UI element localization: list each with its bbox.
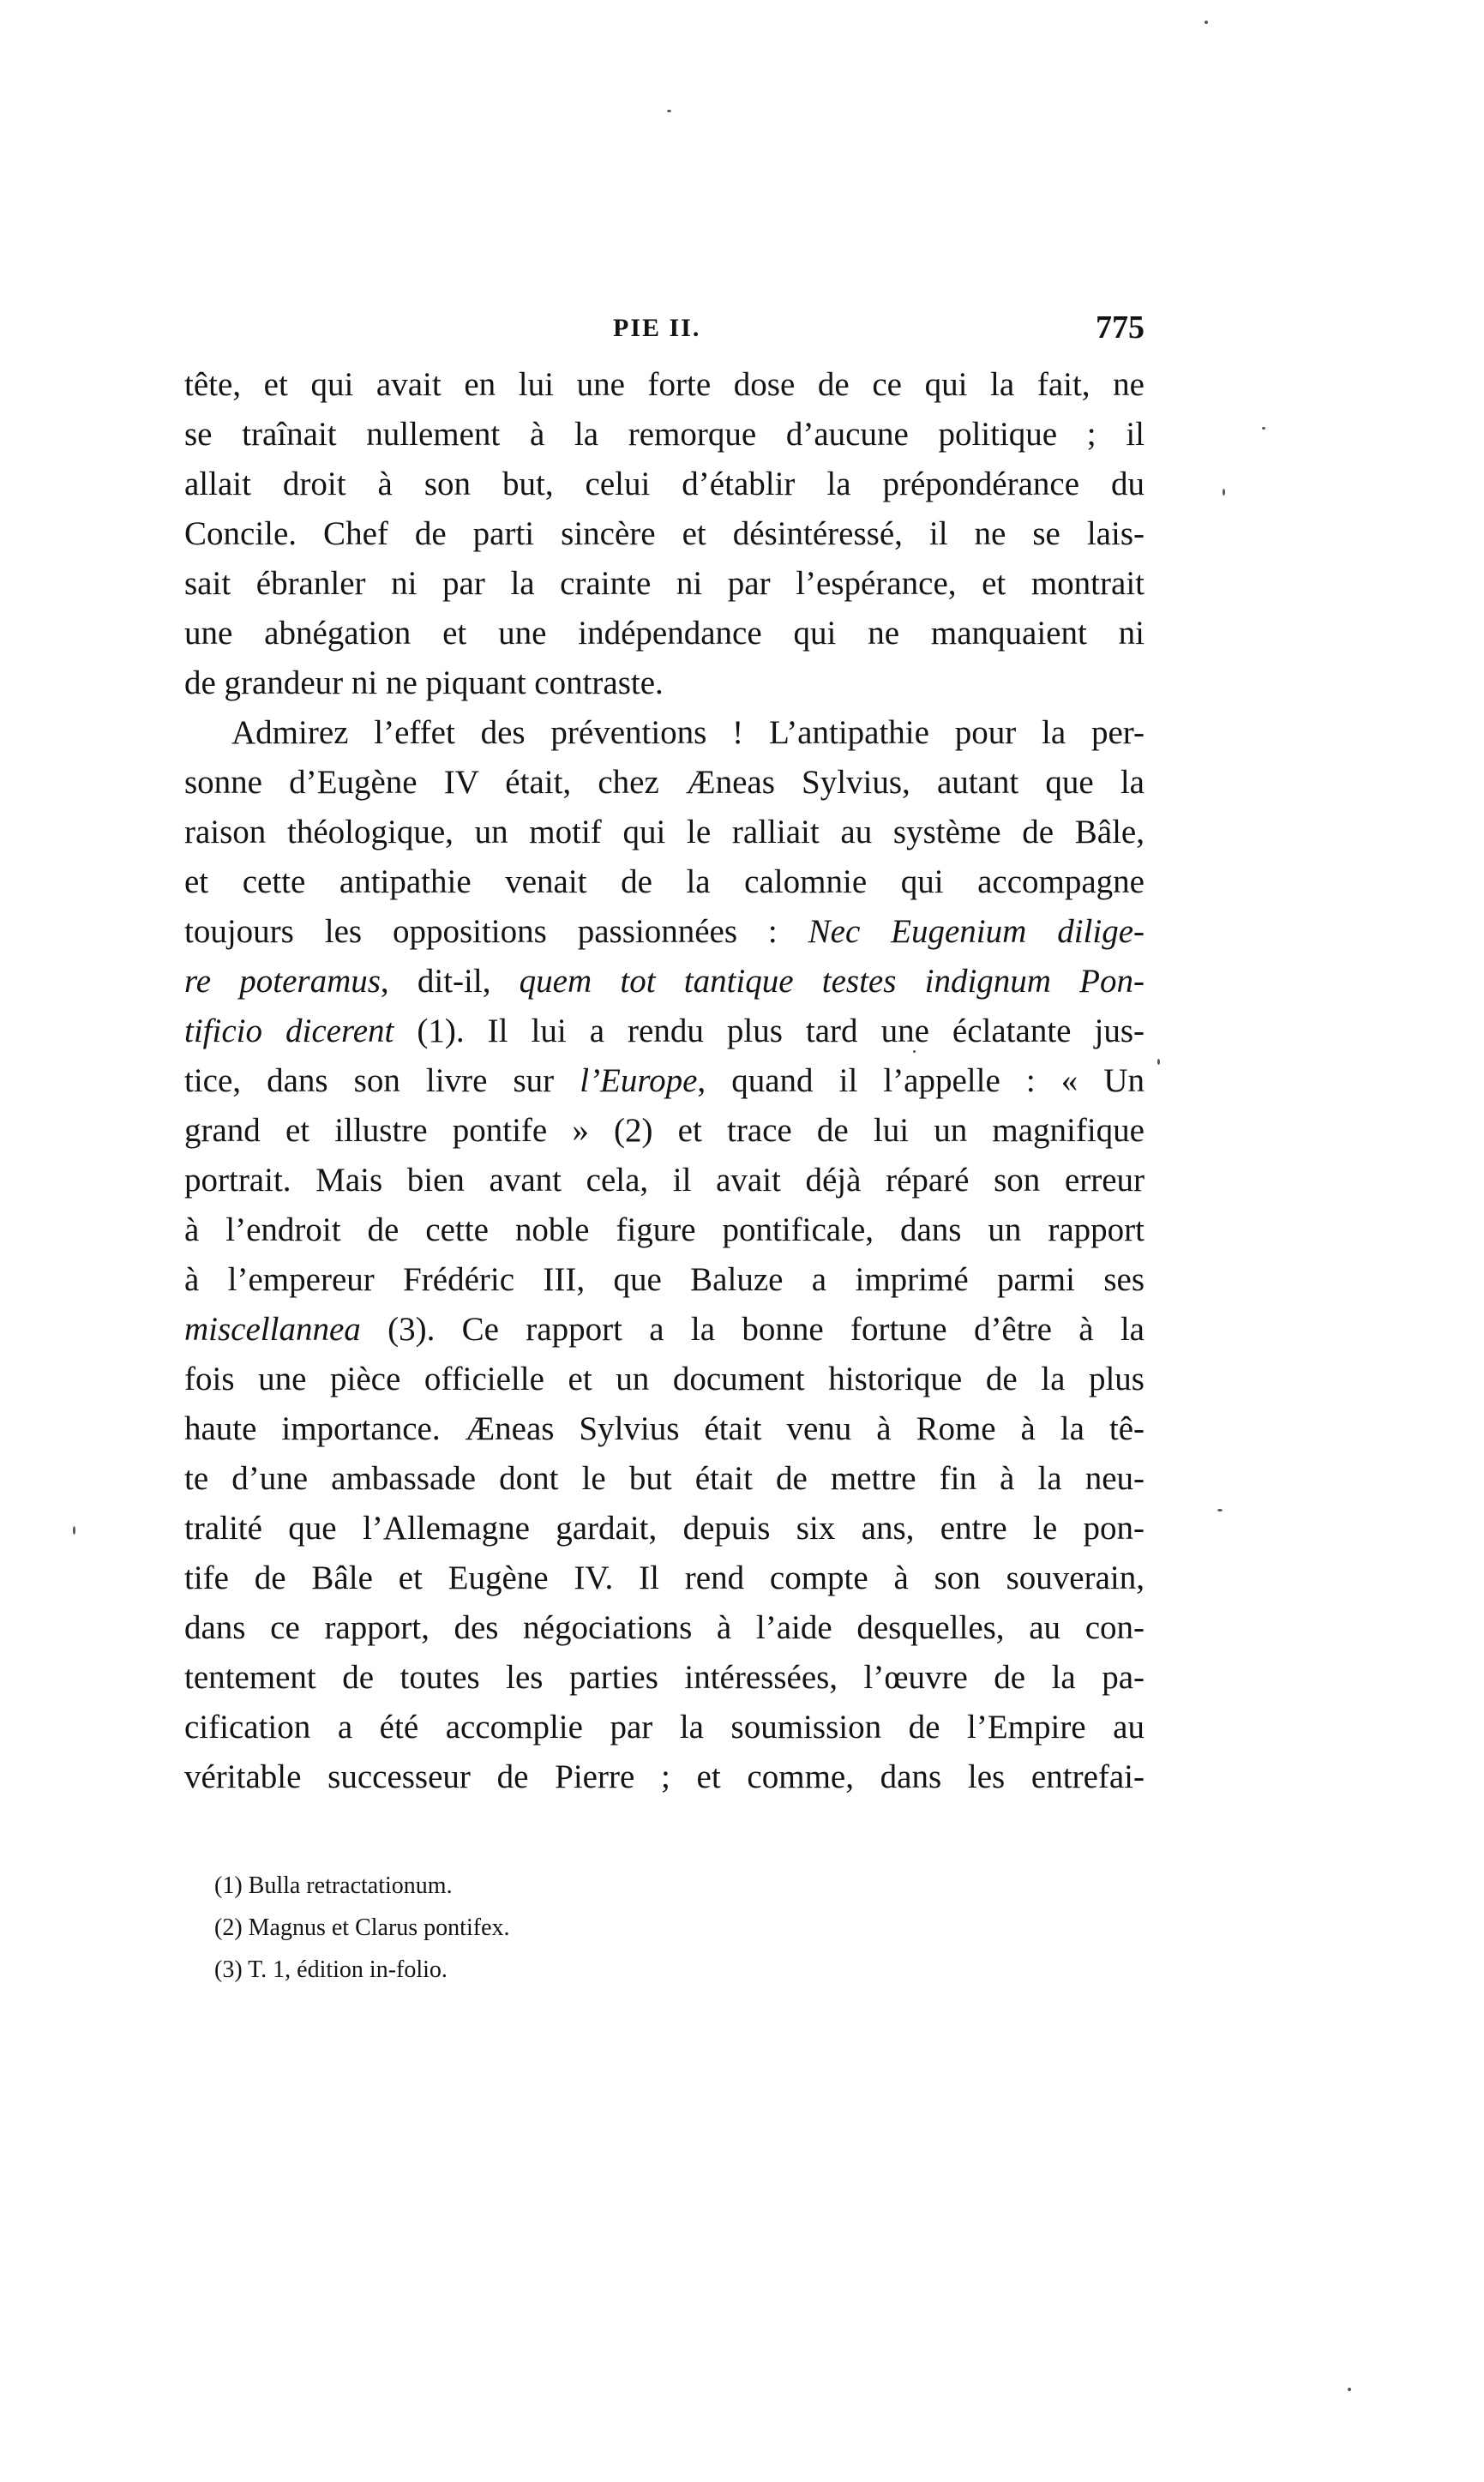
- text-line: tête, et qui avait en lui une forte dose de ce qui la fait, ne: [184, 366, 1145, 403]
- text-line: à l’empereur Frédéric III, que Baluze a imprimé parmi ses: [184, 1261, 1145, 1298]
- text-line: te d’une ambassade dont le but était de mettre fin à la neu-: [184, 1460, 1145, 1497]
- latin-quote: tificio dicerent: [184, 1013, 394, 1049]
- body-text: [184, 360, 1145, 1802]
- text-line: tentement de toutes les parties intéressées, l’œuvre de la pa-: [184, 1659, 1145, 1696]
- text-line: et cette antipathie venait de la calomnie qui accompagne: [184, 863, 1145, 900]
- text-line: Concile. Chef de parti sincère et désintéressé, il ne se lais-: [184, 515, 1145, 552]
- scan-speck: [913, 1050, 916, 1053]
- text-line: sait ébranler ni par la crainte ni par l’espérance, et montrait: [184, 565, 1145, 602]
- text-line: tralité que l’Allemagne gardait, depuis six ans, entre le pon-: [184, 1510, 1145, 1547]
- scan-speck: [1262, 427, 1265, 430]
- running-head: [184, 309, 1145, 352]
- text-line: fois une pièce officielle et un document historique de la plus: [184, 1361, 1145, 1397]
- text-line: se traînait nullement à la remorque d’aucune politique ; il: [184, 416, 1145, 453]
- text-line: dans ce rapport, des négociations à l’aide desquelles, au con-: [184, 1609, 1145, 1646]
- text-line: portrait. Mais bien avant cela, il avait déjà réparé son erreur: [184, 1162, 1145, 1199]
- text-line: haute importance. Æneas Sylvius était venu à Rome à la tê-: [184, 1410, 1145, 1447]
- text-line: à l’endroit de cette noble figure pontificale, dans un rapport: [184, 1211, 1145, 1248]
- footnote-2: (2) Magnus et Clarus pontifex.: [214, 1914, 510, 1941]
- text-line: grand et illustre pontife » (2) et trace de lui un magnifique: [184, 1112, 1145, 1149]
- text-line: re poteramus, dit-il, quem tot tantique testes indignum Pon-: [184, 963, 1145, 1000]
- text-line: tife de Bâle et Eugène IV. Il rend compte à son souverain,: [184, 1560, 1145, 1596]
- book-title: miscellannea: [184, 1311, 361, 1348]
- text-line: allait droit à son but, celui d’établir la prépondérance du: [184, 466, 1145, 502]
- latin-quote: quem tot tantique testes indignum Pon-: [519, 963, 1145, 1000]
- text-line: sonne d’Eugène IV était, chez Æneas Sylvius, autant que la: [184, 764, 1145, 801]
- running-title: PIE II.: [613, 314, 701, 342]
- latin-quote: re poteramus: [184, 963, 381, 1000]
- text-line: tificio dicerent (1). Il lui a rendu plus tard une éclatante jus-: [184, 1013, 1145, 1049]
- scan-speck: [1205, 21, 1208, 24]
- book-title: l’Europe: [580, 1062, 698, 1099]
- scan-speck: [73, 1526, 75, 1535]
- footnote-3: (3) T. 1, édition in-folio.: [214, 1956, 448, 1983]
- scan-speck: [1348, 2388, 1351, 2391]
- text-line: de grandeur ni ne piquant contraste.: [184, 664, 664, 701]
- scan-speck: [1157, 1059, 1160, 1065]
- paragraph-start-line: Admirez l’effet des préventions ! L’antipathie pour la per-: [231, 714, 1145, 751]
- footnote-1: (1) Bulla retractationum.: [214, 1872, 453, 1899]
- text-line: une abnégation et une indépendance qui ne manquaient ni: [184, 615, 1145, 652]
- text-line: cification a été accomplie par la soumission de l’Empire au: [184, 1709, 1145, 1746]
- latin-quote: Nec Eugenium dilige-: [808, 913, 1145, 950]
- scan-speck: [667, 110, 671, 112]
- text-line: toujours les oppositions passionnées : Nec Eugenium dilige-: [184, 913, 1145, 950]
- text-line: raison théologique, un motif qui le ralliait au système de Bâle,: [184, 814, 1145, 850]
- footnotes: [214, 1865, 900, 1991]
- scan-speck: [1223, 489, 1225, 496]
- text-line: véritable successeur de Pierre ; et comme, dans les entrefai-: [184, 1758, 1145, 1795]
- text-line: tice, dans son livre sur l’Europe, quand il l’appelle : « Un: [184, 1062, 1145, 1099]
- text-line: miscellannea (3). Ce rapport a la bonne fortune d’être à la: [184, 1311, 1145, 1348]
- page-number: 775: [1096, 309, 1145, 346]
- scan-speck: [1217, 1509, 1223, 1511]
